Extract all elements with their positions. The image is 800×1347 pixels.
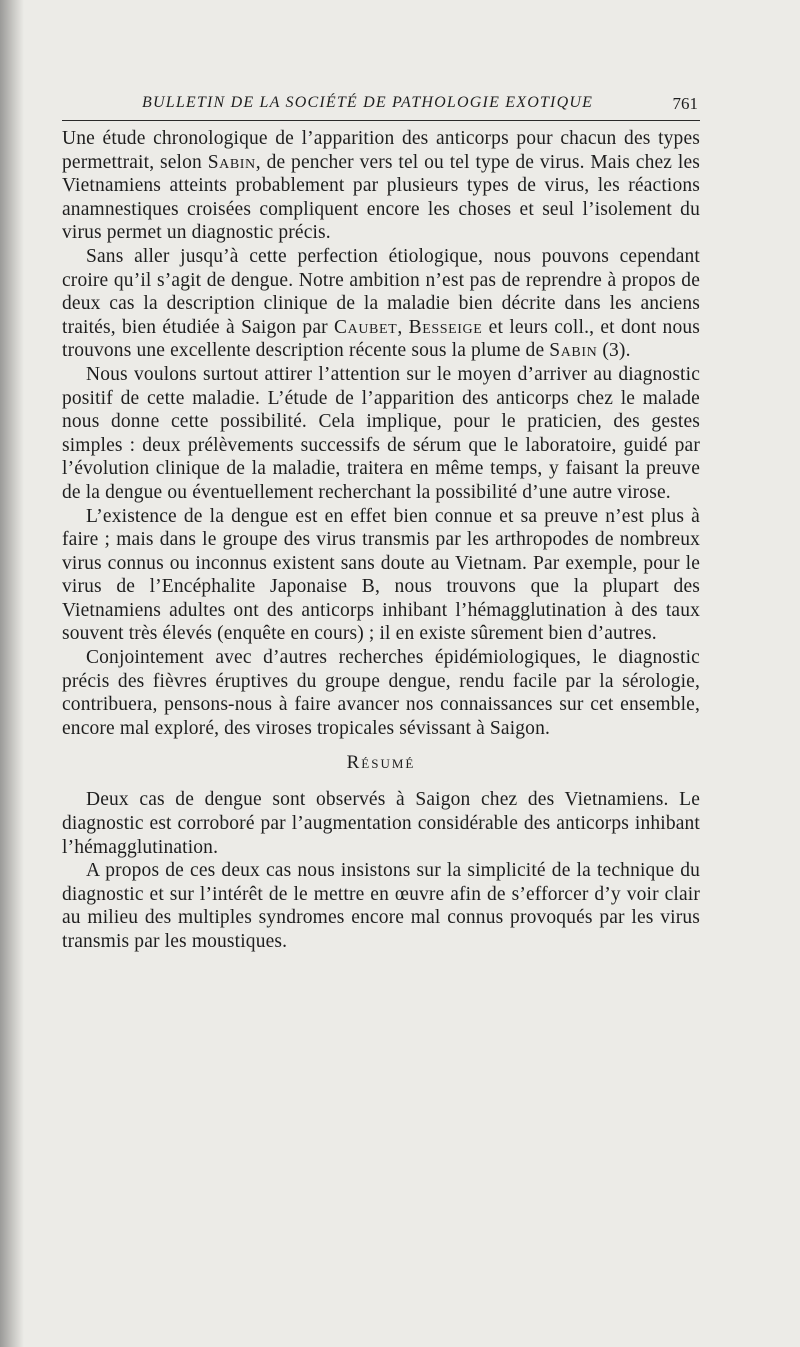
- summary-heading: Résumé: [346, 752, 416, 774]
- journal-page: [62, 86, 700, 954]
- paragraph-4: L’existence de la dengue est en effet bien connue et sa preuve n’est plus à faire ; mais dans le groupe des virus transmis par les arthropodes de nombreux virus connus ou inconnus existent sans doute au Vietnam. Par exemple, pour le virus de l’Encéphalite Japonaise B, nous trouvons que la plupart des Vietnamiens adultes ont des anticorps inhibant l’hémagglutination à des taux souvent très élevés (enquête en cours) ; il en existe sûrement bien d’autres.: [62, 505, 700, 645]
- paragraph-2: Sans aller jusqu’à cette perfection étiologique, nous pouvons cependant croire qu’il s’agit de dengue. Notre ambition n’est pas de reprendre à propos de deux cas la description clinique de la maladie bien décrite dans les anciens traités, bien étudiée à Saigon par Caubet, Besseige et leurs coll., et dont nous trouvons une excellente description récente sous la plume de Sabin (3).: [62, 245, 700, 362]
- page-binding-shadow: [0, 0, 24, 1347]
- author-name: Besseige: [408, 316, 483, 338]
- paragraph-3: Nous voulons surtout attirer l’attention sur le moyen d’arriver au diagnostic positif de cette maladie. L’étude de l’apparition des anticorps chez le malade nous donne cette possibilité. Cela implique, pour le praticien, des gestes simples : deux prélèvements successifs de sérum que le laboratoire, guidé par l’évolution clinique de la maladie, traitera en même temps, y faisant la preuve de la dengue ou éventuellement recherchant la possibilité d’une autre virose.: [62, 363, 700, 503]
- page-number: 761: [672, 94, 698, 113]
- author-name: Caubet: [334, 316, 398, 338]
- article-body: [62, 127, 700, 740]
- running-header: [62, 86, 700, 121]
- author-name: Sabin: [207, 151, 256, 173]
- paragraph-5: Conjointement avec d’autres recherches épidémiologiques, le diagnostic précis des fièvres éruptives du groupe dengue, rendu facile par la sérologie, contribuera, pensons-nous à faire avancer nos connaissances sur cet ensemble, encore mal exploré, des viroses tropicales sévissant à Saigon.: [62, 647, 700, 739]
- journal-title: BULLETIN DE LA SOCIÉTÉ DE PATHOLOGIE EXOTIQUE: [142, 94, 594, 111]
- author-name: Sabin: [549, 340, 598, 362]
- summary-paragraph-2: A propos de ces deux cas nous insistons sur la simplicité de la technique du diagnostic et sur l’intérêt de le mettre en œuvre afin de s’efforcer d’y voir clair au milieu des multiples syndromes encore mal connus provoqués par les virus transmis par les moustiques.: [62, 860, 700, 952]
- summary-paragraph-1: Deux cas de dengue sont observés à Saigon chez des Vietnamiens. Le diagnostic est corroboré par l’augmentation considérable des anticorps inhibant l’hémagglutination.: [62, 789, 700, 858]
- summary-section: [62, 788, 700, 953]
- paragraph-1: Une étude chronologique de l’apparition des anticorps pour chacun des types permettrait, selon Sabin, de pencher vers tel ou tel type de virus. Mais chez les Vietnamiens atteints probablement par plusieurs types de virus, les réactions anamnestiques croisées compliquent encore les choses et seul l’isolement du virus permet un diagnostic précis.: [62, 128, 700, 244]
